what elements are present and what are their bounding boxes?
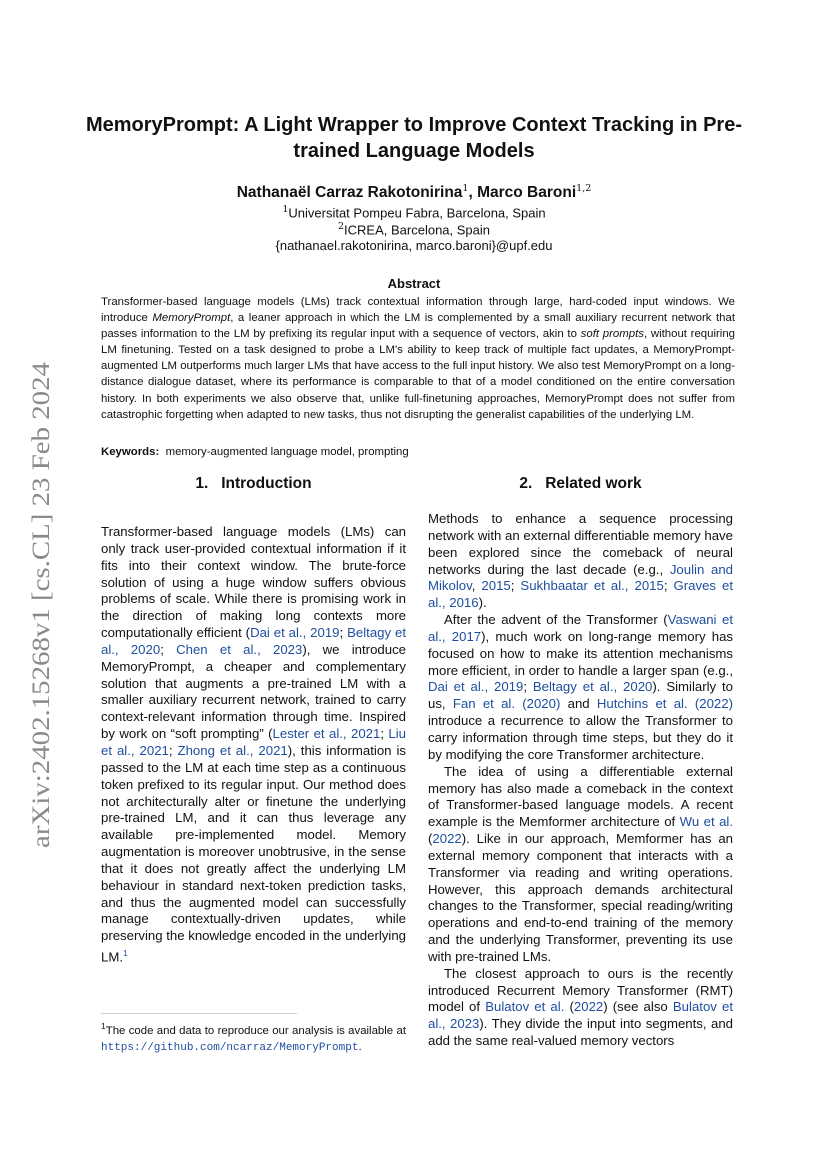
citation-link[interactable]: Beltagy et al., 2020 [101, 625, 406, 657]
footnote: $^1$The code and data to reproduce our analysis is available at https://github.com/ncarraz/MemoryPrompt. [101, 1021, 406, 1054]
citation-link[interactable]: Bulatov et al., 2023 [428, 999, 734, 1032]
citation-link[interactable]: 2015 [481, 578, 511, 594]
keywords-label: Keywords: [101, 446, 160, 458]
author-affil-mark: 1 [462, 183, 469, 194]
paragraph: Transformer-based language models (LMs) can only track user-provided contextual information if it fits into their context window. The brute-force solution of using a huge window suffers obvious problems of scale. While there is promising work in the direction of making long contexts more computationally efficient (Dai et al., 2019; Beltagy et al., 2020; Chen et al., 2023), we introduce MemoryPrompt, a cheaper and complementary solution that augments a pre-trained LM with a smaller auxiliary recurrent network, trained to carry context-relevant information through time. Inspired by work on “soft prompting” (Lester et al., 2021; Liu et al., 2021; Zhong et al., 2021), this information is passed to the LM at each time step as a continuous token prefixed to its regular input. Our method does not architecturally alter or finetune the underlying pre-trained LM, and it can thus leverage any available pre-implemented model. Memory augmentation is moreover unobtrusive, in the sense that it does not greatly affect the underlying LM behaviour in standard next-token prediction tasks, and thus the augmented model can successfully manage contextually-driven updates, while preserving the knowledge encoded in the underlying LM.$^1$ [101, 524, 407, 965]
citation-link[interactable]: Beltagy et al., 2020 [532, 679, 653, 695]
citation-link[interactable]: Graves et al., 2016 [428, 578, 734, 611]
citation-link[interactable]: Liu et al., 2021 [101, 726, 407, 758]
affil-text: Universitat Pompeu Fabra, Barcelona, Spain [288, 205, 546, 221]
citation-link[interactable]: Dai et al., 2019 [428, 679, 524, 695]
citation-link[interactable]: Sukhbaatar et al., 2015 [520, 578, 664, 594]
author-emails: {nathanael.rakotonirina, marco.baroni}@upf.edu [275, 238, 553, 253]
citation-link[interactable]: Chen et al., 2023 [176, 641, 303, 657]
citation-link[interactable]: Bulatov et al. [485, 999, 565, 1015]
affiliation [80, 221, 748, 237]
citation-link[interactable]: Joulin and Mikolov [428, 561, 733, 594]
citation-link[interactable]: 2022 [432, 831, 462, 847]
section-heading-introduction: 1. Introduction [195, 475, 312, 492]
keywords-text: memory-augmented language model, prompting [165, 446, 409, 458]
citation-link[interactable]: Dai et al., 2019 [250, 625, 340, 641]
abstract-heading: Abstract [387, 276, 441, 291]
related-work-body [428, 511, 733, 1050]
citation-link[interactable]: Hutchins et al. (2022) [596, 696, 733, 712]
affil-text: ICREA, Barcelona, Spain [344, 222, 490, 238]
citation-link[interactable]: Wu et al. [679, 814, 734, 830]
affil-mark: 2 [337, 221, 345, 232]
paragraph: After the advent of the Transformer (Vaswani et al., 2017), much work on long-range memory has focused on how to make its attention mechanisms more efficient, in order to handle a larger span (e.g., Dai et al., 2019; Beltagy et al., 2020). Similarly to us, Fan et al. (2020) and Hutchins et al. (2022) introduce a recurrence to allow the Transformer to carry information through time steps, but they do it by modifying the core Transformer architecture. [428, 612, 734, 762]
citation-link[interactable]: 2022 [573, 999, 604, 1015]
arxiv-identifier: arXiv:2402.15268v1 [cs.CL] 23 Feb 2024 [28, 427, 55, 848]
citation-link[interactable]: Zhong et al., 2021 [177, 742, 288, 758]
arxiv-side-stamp [17, 360, 61, 850]
citation-link[interactable]: Lester et al., 2021 [272, 726, 381, 742]
citation-link[interactable]: Vaswani et al., 2017 [428, 612, 733, 644]
footnote-marker[interactable]: 1 [122, 948, 128, 959]
section-heading-related-work: 2. Related work [519, 475, 642, 492]
paper-title: MemoryPrompt: A Light Wrapper to Improve Context Tracking in Pre-trained Language Models [85, 114, 742, 162]
paragraph: The idea of using a differentiable external memory has also made a comeback in the context of Transformer-based language models. A recent example is the Memformer architecture of Wu et al. (2022). Like in our approach, Memformer has an external memory component that interacts with a Transformer via reading and writing operations. However, this approach demands architectural changes to the Transformer, special reading/writing operations and end-to-end training of the memory and the underlying Transformer, preventing its use with pre-trained LMs. [428, 763, 734, 964]
author-list: Nathanaël Carraz Rakotonirina$^1$, Marco Baroni$^{1,2}$ [236, 183, 592, 202]
affil-mark: 1 [282, 204, 289, 215]
abstract-emphasis: MemoryPrompt [152, 312, 231, 325]
code-url-link[interactable]: https://github.com/ncarraz/MemoryPrompt [101, 1041, 359, 1054]
footnote-mark: 1 [101, 1021, 106, 1031]
abstract-text: Transformer-based language models (LMs) track contextual information through large, hard-coded input windows. We introduce MemoryPrompt, a leaner approach in which the LM is complemented by a small auxiliary recurrent network that passes information to the LM by prefixing its regular input with a sequence of vectors, akin to soft prompts, without requiring LM finetuning. Tested on a task designed to probe a LM's ability to keep track of multiple fact updates, a MemoryPrompt-augmented LM outperforms much larger LMs that have access to the full input history. We also test MemoryPrompt on a long-distance dialogue dataset, where its performance is comparable to that of a model conditioned on the entire conversation history. In both experiments we also observe that, unlike full-finetuning approaches, MemoryPrompt does not suffer from catastrophic forgetting when adapted to new tasks, thus not disrupting the generalist capabilities of the underlying LM. [101, 296, 736, 421]
keywords [101, 446, 735, 458]
paragraph: The closest approach to ours is the recently introduced Recurrent Memory Transformer (RMT) model of Bulatov et al. (2022) (see also Bulatov et al., 2023). They divide the input into segments, and add the same real-valued memory vectors [428, 965, 734, 1049]
abstract-emphasis: soft prompts [580, 328, 644, 341]
author-affil-mark: 1,2 [576, 183, 592, 194]
introduction-body [101, 524, 406, 966]
citation-link[interactable]: Fan et al. (2020) [452, 696, 561, 712]
footnote-divider [101, 1013, 297, 1014]
affiliation [80, 204, 748, 220]
author-name: Marco Baroni [477, 184, 577, 202]
paragraph: Methods to enhance a sequence processing network with an external differentiable memory have been explored since the comeback of neural networks during the last decade (e.g., Joulin and Mikolov, 2015; Sukhbaatar et al., 2015; Graves et al., 2016). [428, 511, 734, 611]
author-name: Nathanaël Carraz Rakotonirina [236, 184, 463, 202]
